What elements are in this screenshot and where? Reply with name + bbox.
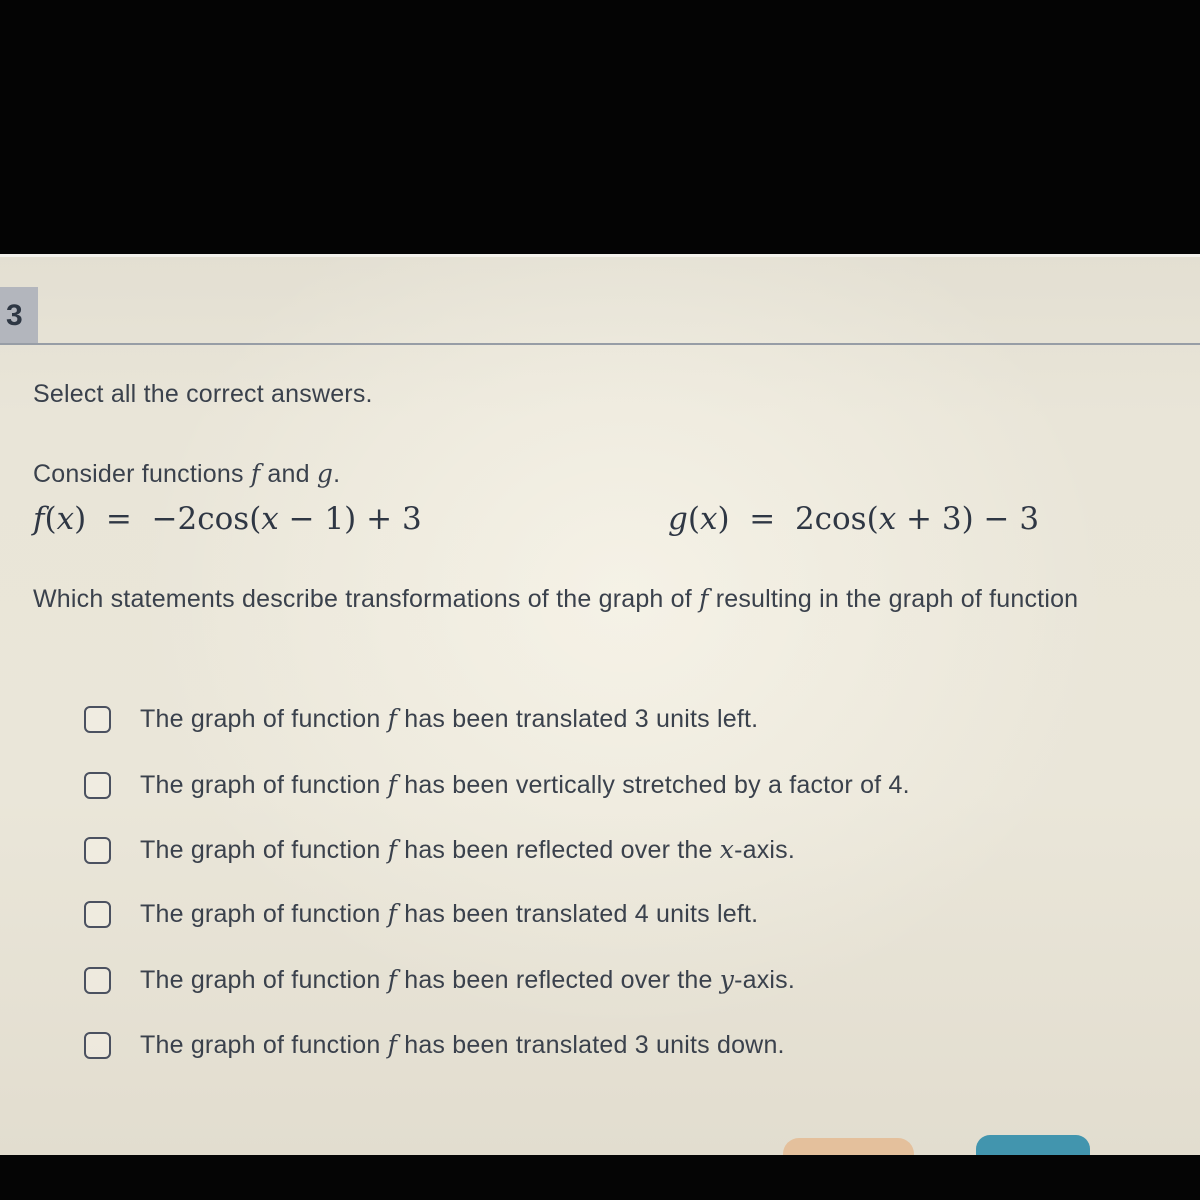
option-2-label: The graph of function f has been vertically stretched by a factor of 4. [140,770,910,799]
screen-bezel-top [0,0,1200,254]
function-f-symbol: f [250,459,261,488]
option-5-label: The graph of function f has been reflected over the y-axis. [140,965,796,994]
option-6-label: The graph of function f has been translated 3 units down. [140,1030,785,1059]
option-6-checkbox[interactable] [84,1032,111,1059]
question-number: 3 [6,298,23,332]
option-1-label: The graph of function f has been translated 3 units left. [140,704,759,733]
function-f-symbol: f [699,584,709,613]
option-row-1 [0,704,1200,738]
bottom-teal-button[interactable] [976,1135,1090,1155]
option-row-3 [0,835,1200,869]
instruction-text: Select all the correct answers. [33,380,373,408]
option-4-label: The graph of function f has been translated 4 units left. [140,899,759,928]
option-row-2 [0,770,1200,804]
option-row-6 [0,1030,1200,1064]
quiz-page [0,254,1200,1155]
option-2-checkbox[interactable] [84,772,111,799]
formula-f: f(x) = −2cos(x − 1) + 3 [33,501,422,537]
option-row-4 [0,899,1200,933]
screen-bezel-bottom [0,1155,1200,1200]
function-g-symbol: g [316,459,334,488]
option-4-checkbox[interactable] [84,901,111,928]
option-3-checkbox[interactable] [84,837,111,864]
option-5-checkbox[interactable] [84,967,111,994]
bottom-peach-button[interactable] [783,1138,914,1155]
intro-text: Consider functions f and g. [33,459,341,488]
formula-g: g(x) = 2cos(x + 3) − 3 [668,501,1040,537]
option-1-checkbox[interactable] [84,706,111,733]
header-divider [0,343,1200,345]
option-row-5 [0,965,1200,999]
question-text: Which statements describe transformations of the graph of f resulting in the graph of function [33,584,1079,613]
question-number-badge [0,287,38,344]
option-3-label: The graph of function f has been reflected over the x-axis. [140,835,795,864]
